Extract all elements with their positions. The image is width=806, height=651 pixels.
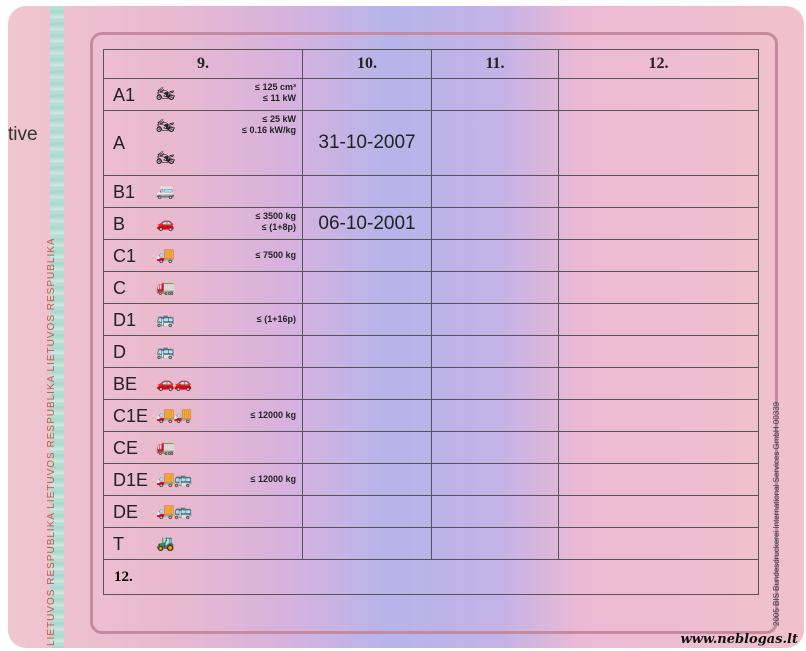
category-row xyxy=(104,208,759,240)
issue-date: 06-10-2001 xyxy=(303,208,432,240)
category-code: A1 xyxy=(113,85,136,105)
category-restriction: ≤ 7500 kg xyxy=(255,250,296,260)
restrictions-cell xyxy=(559,176,759,208)
tractor-icon: 🚜 xyxy=(156,535,174,552)
category-restriction: ≤ 25 kW ≤ 0.16 kW/kg xyxy=(242,114,296,135)
category-code: D1E xyxy=(113,470,149,490)
side-label: tive xyxy=(8,124,38,145)
printer-note: 2005 BIS Bundesdruckerei International Services GmbH 00339 xyxy=(772,401,781,626)
issue-date xyxy=(303,304,432,336)
expiry-date-cell xyxy=(432,79,559,111)
restrictions-cell xyxy=(559,208,759,240)
car-icon: 🚗 xyxy=(156,215,174,232)
restrictions-cell xyxy=(559,528,759,560)
expiry-date-cell xyxy=(432,368,559,400)
category-row xyxy=(104,111,759,176)
issue-date xyxy=(303,432,432,464)
category-code: BE xyxy=(113,374,138,394)
minibus-icon: 🚌 xyxy=(156,311,174,328)
category-row xyxy=(104,79,759,111)
category-code: DE xyxy=(113,502,139,522)
category-row xyxy=(104,176,759,208)
category-code: D1 xyxy=(113,310,137,330)
category-table-frame xyxy=(90,32,778,634)
motorcycle-icon: 🏍 xyxy=(156,150,175,167)
category-row xyxy=(104,496,759,528)
issue-date xyxy=(303,464,432,496)
expiry-date-cell xyxy=(432,111,559,176)
expiry-date-cell xyxy=(432,272,559,304)
restrictions-cell xyxy=(559,272,759,304)
category-row xyxy=(104,528,759,560)
expiry-date-cell xyxy=(432,304,559,336)
restrictions-cell xyxy=(559,111,759,176)
category-code: A xyxy=(113,133,126,153)
expiry-date-cell xyxy=(432,496,559,528)
issue-date xyxy=(303,272,432,304)
truck-trailer-icon: 🚚🚚 xyxy=(156,407,192,424)
expiry-date-cell xyxy=(432,176,559,208)
category-restriction: ≤ 3500 kg ≤ (1+8p) xyxy=(255,211,296,232)
category-code: C1 xyxy=(113,246,137,266)
issue-date xyxy=(303,176,432,208)
category-restriction: ≤ 12000 kg xyxy=(250,474,296,484)
car-trailer-icon: 🚗🚗 xyxy=(156,375,192,392)
stripe-text: LIETUVOS RESPUBLIKA LIETUVOS RESPUBLIKA LIETUVOS RESPUBLIKA xyxy=(46,237,57,646)
category-row xyxy=(104,272,759,304)
motorcycle-icon: 🏍 xyxy=(156,118,175,135)
category-table xyxy=(103,49,759,595)
category-row xyxy=(104,304,759,336)
motorcycle-icon: 🏍 xyxy=(156,86,175,103)
watermark[interactable]: www.neblogas.lt xyxy=(680,632,798,647)
issue-date xyxy=(303,368,432,400)
issue-date xyxy=(303,79,432,111)
header-12: 12. xyxy=(559,50,759,79)
issue-date xyxy=(303,240,432,272)
restrictions-cell xyxy=(559,432,759,464)
restrictions-cell xyxy=(559,464,759,496)
restrictions-cell xyxy=(559,496,759,528)
category-row xyxy=(104,432,759,464)
license-card xyxy=(8,6,804,648)
restrictions-cell xyxy=(559,400,759,432)
header-9: 9. xyxy=(104,50,303,79)
category-row xyxy=(104,400,759,432)
issue-date: 31-10-2007 xyxy=(303,111,432,176)
category-code: CE xyxy=(113,438,139,458)
category-row xyxy=(104,464,759,496)
restrictions-cell xyxy=(559,79,759,111)
category-row xyxy=(104,368,759,400)
issue-date xyxy=(303,336,432,368)
expiry-date-cell xyxy=(432,432,559,464)
category-code: D xyxy=(113,342,126,362)
small-van-icon: 🚐 xyxy=(156,183,174,200)
restrictions-cell xyxy=(559,368,759,400)
category-row xyxy=(104,336,759,368)
bus-icon: 🚌 xyxy=(156,343,174,360)
restrictions-cell xyxy=(559,304,759,336)
category-row xyxy=(104,240,759,272)
restrictions-cell xyxy=(559,336,759,368)
expiry-date-cell xyxy=(432,400,559,432)
category-code: B xyxy=(113,214,126,234)
restrictions-cell xyxy=(559,240,759,272)
category-restriction: ≤ 125 cm³ ≤ 11 kW xyxy=(255,82,296,103)
bus-trailer-icon: 🚚🚌 xyxy=(156,471,192,488)
issue-date xyxy=(303,400,432,432)
category-code: C xyxy=(113,278,126,298)
header-11: 11. xyxy=(432,50,559,79)
header-10: 10. xyxy=(303,50,432,79)
issue-date xyxy=(303,528,432,560)
issue-date xyxy=(303,496,432,528)
category-code: T xyxy=(113,534,124,554)
expiry-date-cell xyxy=(432,240,559,272)
category-restriction: ≤ 12000 kg xyxy=(250,410,296,420)
bus-trailer-icon: 🚚🚌 xyxy=(156,503,192,520)
expiry-date-cell xyxy=(432,528,559,560)
truck-icon: 🚛 xyxy=(156,279,174,296)
expiry-date-cell xyxy=(432,464,559,496)
expiry-date-cell xyxy=(432,208,559,240)
category-code: C1E xyxy=(113,406,149,426)
truck-icon: 🚚 xyxy=(156,247,174,264)
category-code: B1 xyxy=(113,182,136,202)
semi-truck-icon: 🚛 xyxy=(156,439,174,456)
category-restriction: ≤ (1+16p) xyxy=(256,314,296,324)
expiry-date-cell xyxy=(432,336,559,368)
bottom-label: 12. xyxy=(104,560,759,595)
